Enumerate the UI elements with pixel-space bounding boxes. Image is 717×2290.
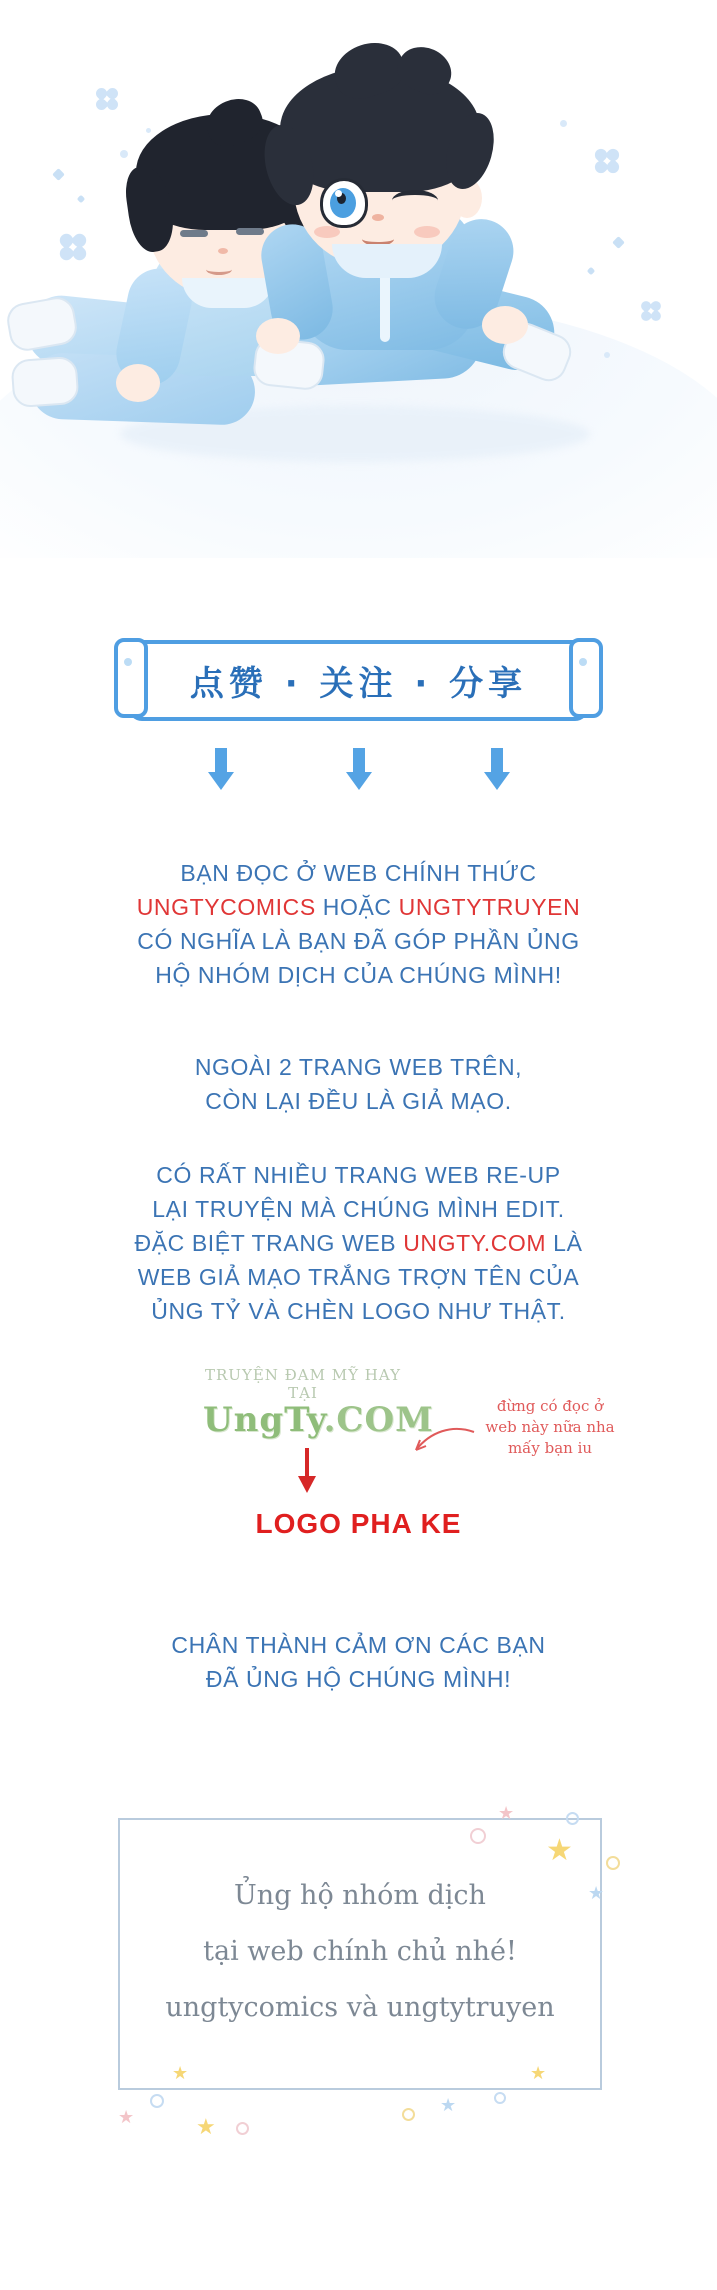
- eye-right-wink: [392, 190, 438, 211]
- card-line: tại web chính chủ nhé!: [203, 1936, 517, 1967]
- note-line: web này nữa nha: [485, 1418, 615, 1436]
- line: NGOÀI 2 TRANG WEB TRÊN,: [194, 1054, 523, 1080]
- star-icon: ★: [498, 1803, 515, 1823]
- flower-icon: [96, 88, 118, 110]
- banner-text: 点赞 · 关注 · 分享: [189, 664, 528, 704]
- star-icon: ★: [172, 2063, 189, 2083]
- line-prefix: ĐẶC BIỆT TRANG WEB: [134, 1230, 404, 1256]
- line: ỦNG TỶ VÀ CHÈN LOGO NHƯ THẬT.: [151, 1298, 566, 1324]
- sparkle-icon: [612, 236, 625, 249]
- down-arrow-icon: [484, 748, 510, 790]
- collar: [332, 244, 442, 278]
- card-line: ungtycomics và ungtytruyen: [165, 1992, 555, 2023]
- down-arrow-icon: [346, 748, 372, 790]
- paragraph-reup-warning: [0, 1158, 717, 1328]
- conjunction: HOẶC: [315, 894, 399, 920]
- flower-icon: [641, 301, 661, 321]
- flower-icon: [595, 149, 619, 173]
- circle-decoration: [606, 1856, 620, 1870]
- paragraph-official-sites: [0, 856, 717, 992]
- illustration-area: [0, 0, 717, 630]
- hand: [116, 364, 160, 402]
- eye-highlight: [335, 190, 342, 197]
- handwritten-note: [470, 1396, 630, 1459]
- circle-decoration: [150, 2094, 164, 2108]
- star-icon: ★: [440, 2095, 457, 2115]
- blush-right: [414, 226, 440, 238]
- hand-right: [482, 306, 528, 344]
- circle-decoration: [236, 2122, 249, 2135]
- sparkle-icon: [77, 195, 85, 203]
- down-arrow-icon: [208, 748, 234, 790]
- shoe: [10, 356, 79, 408]
- character-boy-right: [236, 68, 566, 448]
- star-icon: ★: [118, 2107, 135, 2127]
- star-icon: ★: [530, 2063, 547, 2083]
- circle-decoration: [470, 1828, 486, 1844]
- note-line: đừng có đọc ở: [496, 1397, 604, 1415]
- fake-logo-label: LOGO PHA KE: [255, 1508, 462, 1539]
- flower-icon: [60, 234, 86, 260]
- line: [0, 890, 717, 924]
- eye-left: [180, 230, 208, 237]
- line: BẠN ĐỌC Ở WEB CHÍNH THỨC: [180, 860, 537, 886]
- circle-decoration: [402, 2108, 415, 2121]
- line: CÓ NGHĨA LÀ BẠN ĐÃ GÓP PHẦN ỦNG: [137, 928, 580, 954]
- line-suffix: LÀ: [546, 1230, 583, 1256]
- line: CÓ RẤT NHIỀU TRANG WEB RE-UP: [156, 1162, 561, 1188]
- line: CÒN LẠI ĐỀU LÀ GIẢ MẠO.: [205, 1088, 512, 1114]
- banner-area: [0, 640, 717, 721]
- red-down-arrow-icon: [296, 1448, 318, 1494]
- like-follow-share-banner: [128, 640, 589, 721]
- star-icon: ★: [196, 2114, 216, 2139]
- fake-logo-tagline: TRUYỆN ĐAM MỸ HAY TẠI: [205, 1366, 401, 1402]
- star-icon: ★: [588, 1883, 605, 1903]
- line: ĐÃ ỦNG HỘ CHÚNG MÌNH!: [205, 1666, 512, 1692]
- line: HỘ NHÓM DỊCH CỦA CHÚNG MÌNH!: [155, 962, 562, 988]
- mouth: [206, 264, 232, 275]
- fake-logo-name: [203, 1400, 434, 1440]
- nose: [218, 248, 228, 254]
- fake-logo: [203, 1366, 434, 1440]
- line: [0, 1226, 717, 1260]
- fake-logo-name-part1: UngTy: [203, 1400, 324, 1440]
- fake-logo-name-part2: .COM: [323, 1400, 434, 1440]
- support-card-text: [120, 1868, 600, 2036]
- curved-arrow-icon: [408, 1420, 478, 1460]
- line: CHÂN THÀNH CẢM ƠN CÁC BẠN: [171, 1632, 546, 1658]
- fake-site-name: UNGTY.COM: [403, 1230, 547, 1256]
- dot-decoration: [604, 352, 610, 358]
- note-line: mấy bạn iu: [507, 1439, 593, 1457]
- sparkle-icon: [52, 168, 65, 181]
- arrow-row: [0, 748, 717, 790]
- banner-end-left: [114, 638, 148, 718]
- blush-left: [314, 226, 340, 238]
- line: WEB GIẢ MẠO TRẮNG TRỢN TÊN CỦA: [137, 1264, 580, 1290]
- card-line: Ủng hộ nhóm dịch: [234, 1880, 486, 1911]
- circle-decoration: [566, 1812, 579, 1825]
- hand-left: [256, 318, 300, 354]
- paragraph-thanks: [0, 1628, 717, 1696]
- circle-decoration: [494, 2092, 506, 2104]
- banner-end-right: [569, 638, 603, 718]
- site-name-1: UNGTYCOMICS: [136, 894, 316, 920]
- sparkle-icon: [587, 267, 595, 275]
- star-icon: ★: [546, 1834, 573, 1867]
- paragraph-other-sites-fake: [0, 1050, 717, 1118]
- line: LẠI TRUYỆN MÀ CHÚNG MÌNH EDIT.: [152, 1196, 565, 1222]
- site-name-2: UNGTYTRUYEN: [398, 894, 581, 920]
- nose: [372, 214, 384, 221]
- support-card: [118, 1818, 605, 2090]
